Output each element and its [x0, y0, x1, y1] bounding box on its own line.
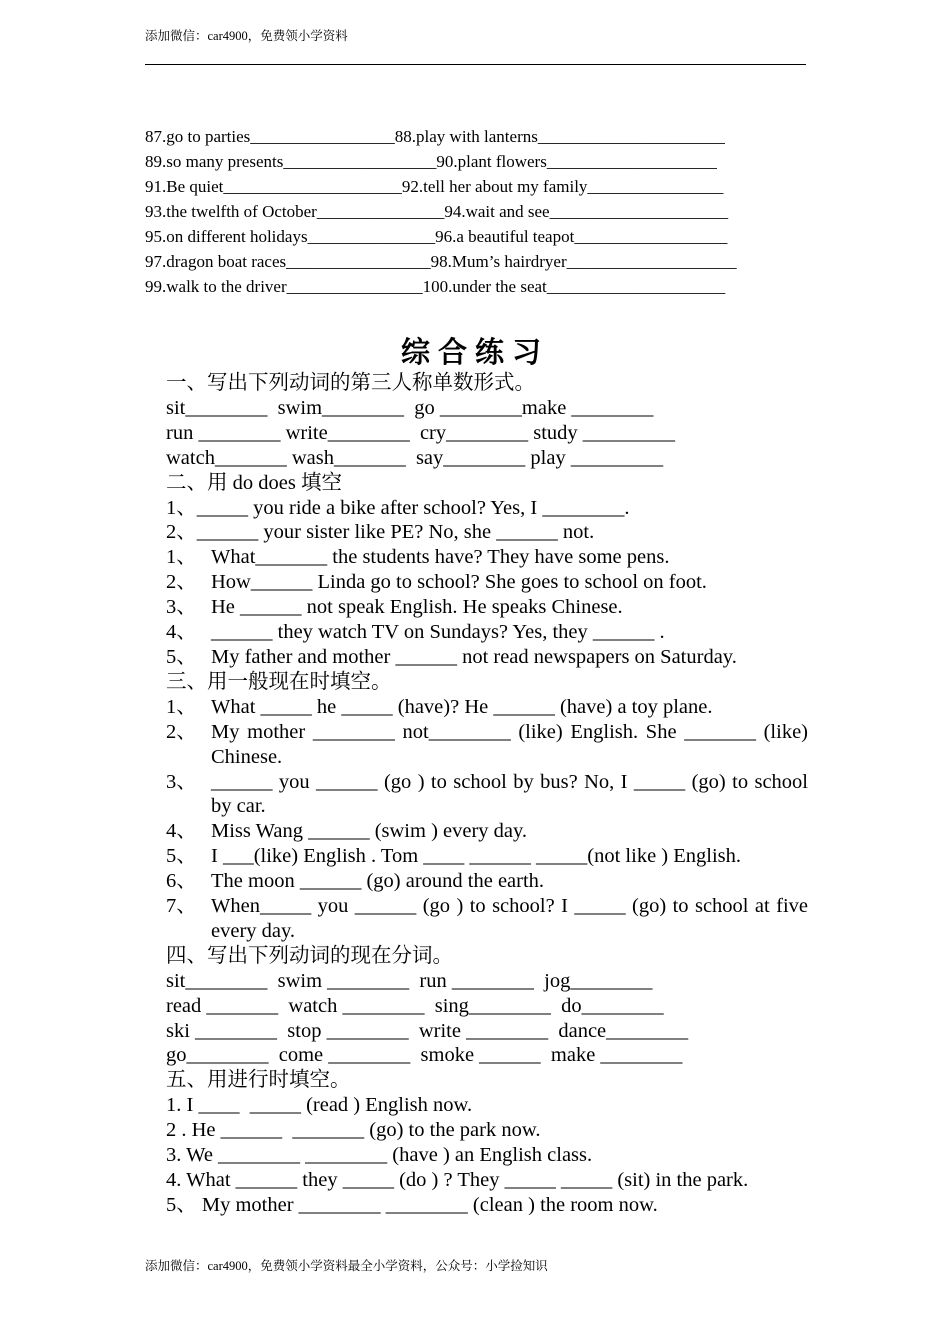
exercise-item [166, 894, 808, 944]
exercise-body [166, 371, 808, 1218]
item-number: 3、 [166, 596, 197, 619]
verb-row: go________ come ________ smoke ______ make ________ [166, 1044, 683, 1067]
section-heading-4: 四、写出下列动词的现在分词。 [166, 944, 453, 967]
exercise-item [166, 720, 808, 770]
exercise-item [166, 770, 808, 820]
vocab-row: 99.walk to the driver________________100.under the seat_____________________ [145, 277, 726, 296]
exercise-item [166, 695, 808, 720]
item-text: ______ they watch TV on Sundays? Yes, they ______ . [211, 621, 665, 644]
verb-row: sit________ swim ________ run ________ jog________ [166, 969, 653, 992]
exercise-item [166, 645, 808, 670]
page-footer: 添加微信：car4900，免费领小学资料最全小学资料，公众号：小学捡知识 [145, 1259, 548, 1273]
exercise-item [166, 620, 808, 645]
item-number: 5、 [166, 845, 197, 868]
vocab-row: 89.so many presents__________________90.plant flowers____________________ [145, 152, 717, 171]
section-heading-1: 一、写出下列动词的第三人称单数形式。 [166, 372, 535, 394]
section-heading-2: 二、用 do does 填空 [166, 471, 342, 494]
exercise-line: 1. I ____ _____ (read ) English now. [166, 1094, 473, 1117]
exercise-line: 2、______ your sister like PE? No, she ______ not. [166, 521, 595, 544]
item-number: 5、 [166, 645, 197, 668]
exercise-line: 1、_____ you ride a bike after school? Yes, I ________. [166, 496, 630, 519]
item-number: 6、 [166, 870, 197, 893]
vocab-row: 95.on different holidays_______________96.a beautiful teapot__________________ [145, 227, 728, 246]
header-divider [145, 64, 806, 65]
item-number: 4、 [166, 820, 197, 843]
item-number: 1、 [166, 546, 197, 569]
item-text: When_____ you ______ (go ) to school? I _____ (go) to school at five every day. [211, 895, 808, 942]
exercise-line: 2 . He ______ _______ (go) to the park now. [166, 1119, 541, 1142]
item-text: The moon ______ (go) around the earth. [211, 870, 545, 893]
item-number: 1、 [166, 695, 197, 718]
item-number: 7、 [166, 895, 197, 918]
item-text: Miss Wang ______ (swim ) every day. [211, 820, 528, 843]
item-text: My mother ________ not________ (like) English. She _______ (like) Chinese. [211, 720, 808, 768]
exercise-item [166, 595, 808, 620]
exercise-line: 4. What ______ they _____ (do ) ? They _____ _____ (sit) in the park. [166, 1169, 749, 1191]
verb-row: run ________ write________ cry________ study _________ [166, 421, 676, 444]
vocab-row: 87.go to parties_________________88.play with lanterns______________________ [145, 127, 725, 146]
item-text: I ___(like) English . Tom ____ ______ _____(not like ) English. [211, 845, 742, 868]
exercise-item [166, 844, 808, 869]
exercise-item [166, 869, 808, 894]
item-text: My father and mother ______ not read newspapers on Saturday. [211, 645, 737, 668]
item-text: He ______ not speak English. He speaks Chinese. [211, 596, 623, 619]
verb-row: sit________ swim________ go ________make ________ [166, 396, 654, 419]
item-text: What _____ he _____ (have)? He ______ (have) a toy plane. [211, 695, 713, 718]
item-number: 3、 [166, 770, 197, 793]
exercise-item [166, 819, 808, 844]
verb-row: watch_______ wash_______ say________ play _________ [166, 446, 664, 469]
section-heading-3: 三、用一般现在时填空。 [166, 670, 392, 693]
item-text: What_______ the students have? They have some pens. [211, 546, 670, 569]
exercise-item [166, 570, 808, 595]
page-title: 综合练习 [400, 335, 549, 369]
item-number: 2、 [166, 720, 197, 743]
item-text: ______ you ______ (go ) to school by bus? No, I _____ (go) to school by car. [211, 770, 808, 818]
item-number: 2、 [166, 571, 197, 594]
item-number: 4、 [166, 621, 197, 644]
section-heading-5: 五、用进行时填空。 [166, 1069, 351, 1092]
vocab-row: 97.dragon boat races_________________98.Mum’s hairdryer____________________ [145, 252, 737, 271]
verb-row: ski ________ stop ________ write ________ dance________ [166, 1019, 689, 1042]
exercise-line: 3. We ________ ________ (have ) an English class. [166, 1144, 593, 1167]
verb-row: read _______ watch ________ sing________ do________ [166, 994, 664, 1017]
vocab-row: 93.the twelfth of October_______________94.wait and see_____________________ [145, 202, 729, 221]
vocab-list [145, 126, 810, 301]
page-header: 添加微信：car4900，免费领小学资料 [145, 29, 348, 43]
exercise-line: 5、 My mother ________ ________ (clean ) the room now. [166, 1193, 658, 1216]
vocab-row: 91.Be quiet_____________________92.tell her about my family________________ [145, 177, 724, 196]
item-text: How______ Linda go to school? She goes to school on foot. [211, 571, 707, 594]
exercise-item [166, 545, 808, 570]
